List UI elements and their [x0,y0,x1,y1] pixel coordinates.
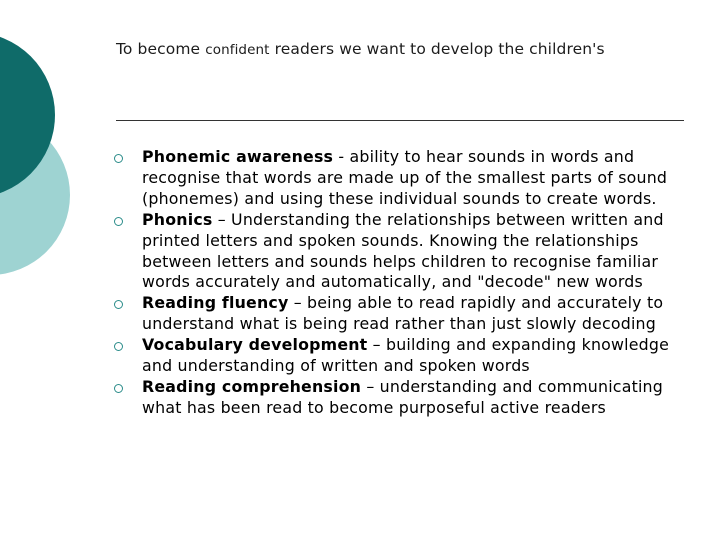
list-item-phonics [114,210,694,294]
circle-bullet-icon [114,154,123,163]
item-text: – building and expanding knowledge and understanding of written and spoken words [142,335,670,376]
item-term: Reading fluency [142,293,289,313]
item-term: Phonemic awareness [142,147,334,166]
title-part-2: confident [205,42,270,58]
item-term: Reading comprehension [142,376,362,396]
item-text: – Understanding the relationships between written and printed letters and spoken sounds. Knowing the relationships between letters and sounds helps children to recognise familiar words accurately and automatically, and "decode" new words [142,209,664,292]
bullet-list [114,147,694,419]
title-part-1: To become [116,40,206,58]
item-term: Vocabulary development [142,335,368,355]
decorative-circles [0,0,120,300]
circle-bullet-icon [114,342,123,351]
title-divider [116,120,684,121]
item-text: – being able to read rapidly and accurately to understand what is being read rather than just slowly decoding [142,293,664,334]
title-part-3: readers we want to develop the children's [269,40,605,58]
list-item-phonemic-awareness [114,147,694,210]
circle-bullet-icon [114,384,123,393]
list-item-reading-comprehension [114,377,694,419]
list-item-vocabulary-development [114,335,694,377]
slide-title [116,40,706,58]
circle-bullet-icon [114,217,123,226]
item-text: - ability to hear sounds in words and recognise that words are made up of the smallest parts of sound (phonemes) and using these individual sounds to create words. [142,147,668,208]
circle-bullet-icon [114,300,123,309]
item-text: – understanding and communicating what has been read to become purposeful active readers [142,376,663,417]
item-term: Phonics [142,209,213,229]
list-item-reading-fluency [114,293,694,335]
